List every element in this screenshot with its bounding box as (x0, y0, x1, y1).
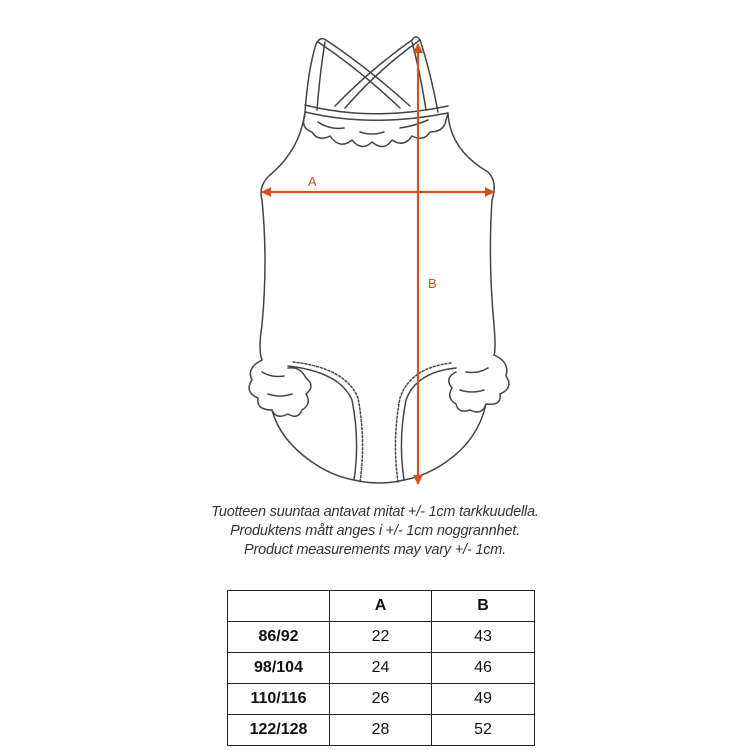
table-header-row (228, 591, 535, 622)
row-size: 86/92 (228, 622, 330, 653)
header-empty (228, 591, 330, 622)
left-strap-inner (317, 42, 325, 110)
right-strap (420, 40, 438, 112)
row-b: 43 (432, 622, 535, 653)
table-row (228, 684, 535, 715)
body-lower-right (404, 404, 486, 480)
strap-cross-1 (318, 42, 400, 108)
strap-cross-3 (345, 40, 420, 108)
left-leg-opening (288, 366, 357, 480)
table-row (228, 653, 535, 684)
body-right-side (448, 113, 495, 355)
note-finnish: Tuotteen suuntaa antavat mitat +/- 1cm tarkkuudella. (211, 504, 539, 520)
body-left-side (260, 112, 305, 360)
measurement-notes (0, 503, 750, 560)
row-a: 24 (330, 653, 432, 684)
left-strap (305, 44, 316, 112)
neckline-band (305, 105, 448, 114)
row-a: 26 (330, 684, 432, 715)
note-english: Product measurements may vary +/- 1cm. (244, 542, 506, 558)
row-size: 122/128 (228, 715, 330, 746)
table-row (228, 715, 535, 746)
row-b: 49 (432, 684, 535, 715)
header-b: B (432, 591, 535, 622)
label-a: A (308, 174, 317, 189)
size-table (227, 590, 535, 746)
label-b: B (428, 276, 437, 291)
note-swedish: Produktens mått anges i +/- 1cm noggrannhet. (230, 523, 520, 539)
table-row (228, 622, 535, 653)
row-b: 52 (432, 715, 535, 746)
row-size: 98/104 (228, 653, 330, 684)
right-leg-ruffle (449, 355, 509, 412)
crotch-line (354, 480, 404, 483)
row-a: 28 (330, 715, 432, 746)
body-lower-left (272, 410, 354, 480)
header-a: A (330, 591, 432, 622)
strap-cross-4 (335, 40, 412, 106)
front-ruffle (304, 113, 448, 147)
row-size: 110/116 (228, 684, 330, 715)
row-a: 22 (330, 622, 432, 653)
right-leg-opening (401, 368, 456, 480)
row-b: 46 (432, 653, 535, 684)
